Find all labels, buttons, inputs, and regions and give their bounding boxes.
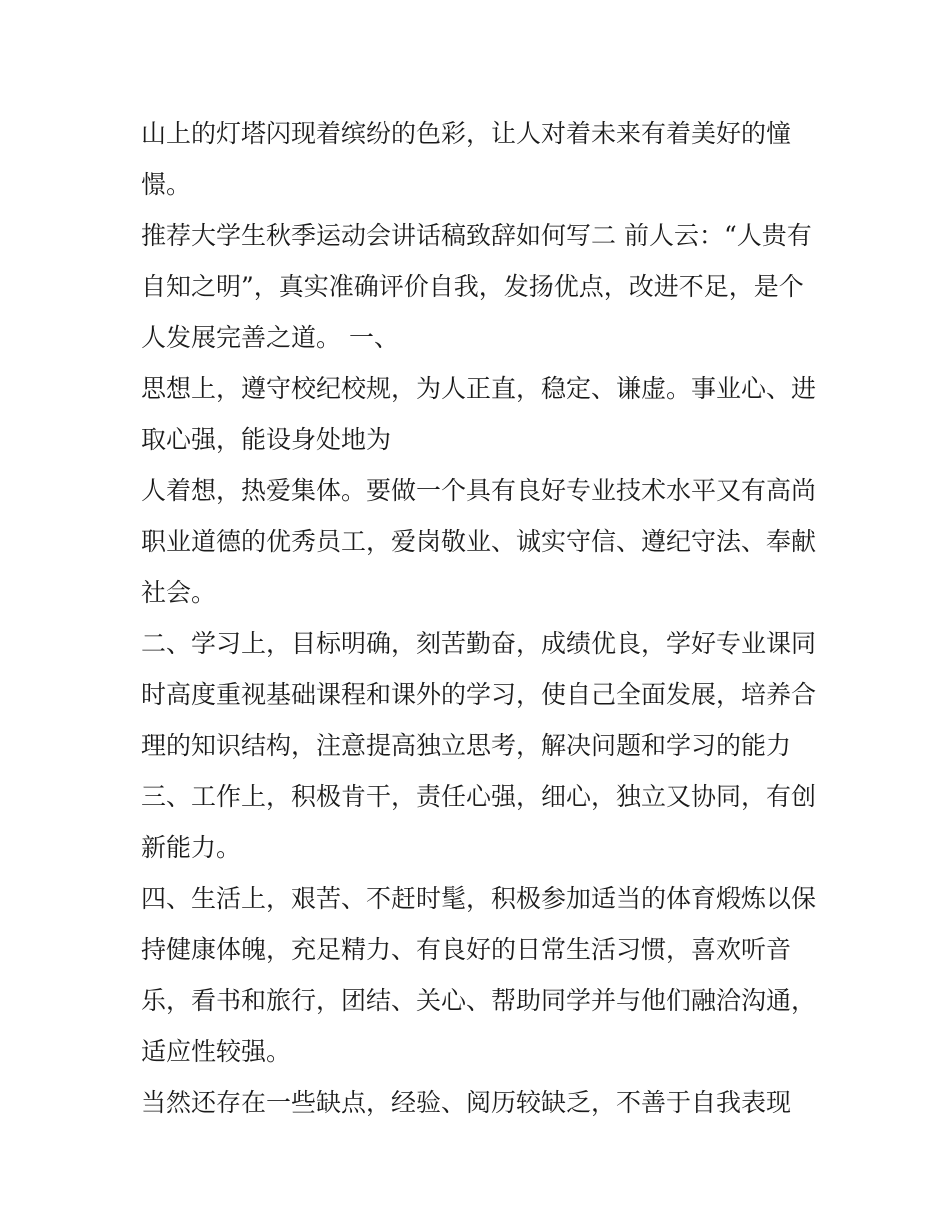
text-line: 职业道德的优秀员工，爱岗敬业、诚实守信、遵纪守法、奉献 [141,527,817,556]
text-line: 理的知识结构，注意提高独立思考，解决问题和学习的能力 [141,731,792,760]
text-line: 新能力。 [141,833,242,862]
text-line: 推荐大学生秋季运动会讲话稿致辞如何写二 前人云：“人贵有 [141,221,812,250]
text-line: 乐，看书和旅行，团结、关心、帮助同学并与他们融洽沟通， [141,986,817,1015]
text-line: 取心强，能设身处地为 [141,425,392,454]
text-line: 人发展完善之道。 一、 [141,323,399,352]
text-line: 时高度重视基础课程和课外的学习，使自己全面发展，培养合 [141,680,817,709]
text-line: 思想上，遵守校纪校规，为人正直，稳定、谦虚。事业心、进 [141,374,817,403]
text-line: 三、工作上，积极肯干，责任心强，细心，独立又协同，有创 [141,782,817,811]
text-line: 二、学习上，目标明确，刻苦勤奋，成绩优良，学好专业课同 [141,629,817,658]
text-line: 社会。 [141,578,217,607]
text-line: 适应性较强。 [141,1037,292,1066]
text-line: 当然还存在一些缺点，经验、阅历较缺乏，不善于自我表现 [141,1088,792,1117]
text-line: 憬。 [141,170,192,199]
text-line: 自知之明”，真实准确评价自我，发扬优点，改进不足，是个 [141,272,804,301]
text-line: 持健康体魄，充足精力、有良好的日常生活习惯，喜欢听音 [141,935,792,964]
document-body [141,108,821,1128]
text-line: 山上的灯塔闪现着缤纷的色彩，让人对着未来有着美好的憧 [141,119,792,148]
text-line: 四、生活上，艰苦、不赶时髦，积极参加适当的体育煅炼以保 [141,884,817,913]
text-line: 人着想，热爱集体。要做一个具有良好专业技术水平又有高尚 [141,476,817,505]
